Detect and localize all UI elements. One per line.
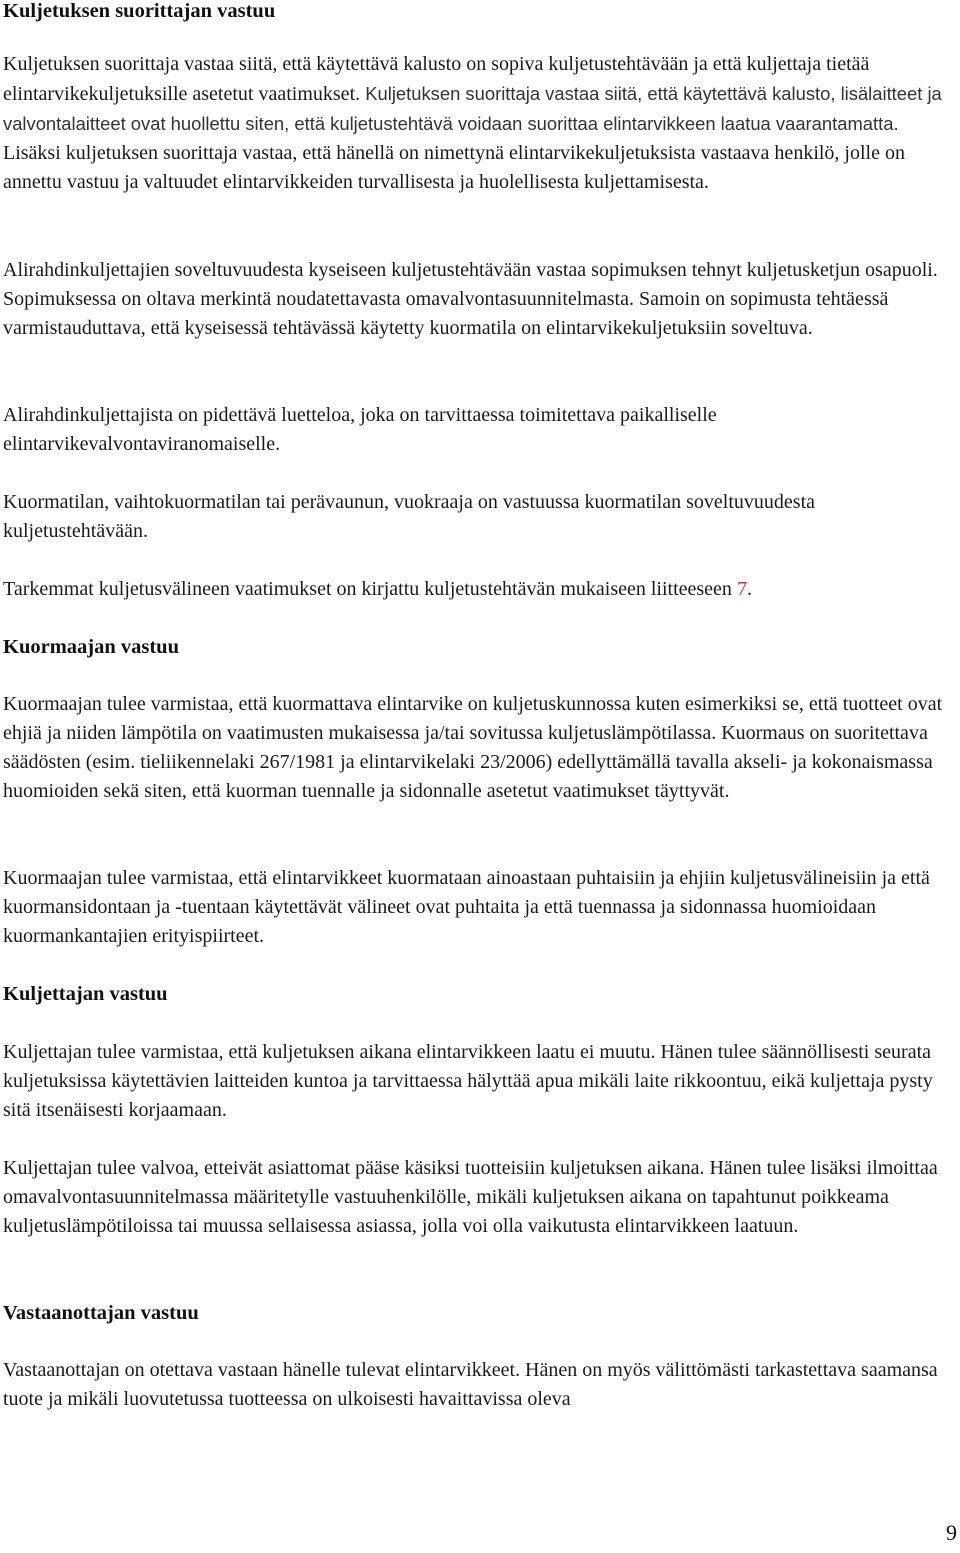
paragraph-vastaanottajan-tarkastus: Vastaanottajan on otettava vastaan hänelle tulevat elintarvikkeet. Hänen on myös välittömästi tarkastettava saamansa tuote ja mikäli luovutetussa tuotteessa on ulkoisesti havaittavissa oleva	[3, 1359, 938, 1410]
paragraph-suorittaja-responsibilities	[3, 50, 955, 197]
paragraph-text: Tarkemmat kuljetusvälineen vaatimukset on kirjattu kuljetustehtävän mukaiseen liitteeseen	[3, 578, 737, 600]
paragraph-alirahdinkuljettajien-soveltuvuus: Alirahdinkuljettajien soveltuvuudesta kyseiseen kuljetustehtävään vastaa sopimuksen tehnyt kuljetusketjun osapuoli. Sopimuksessa on oltava merkintä noudatettavasta omavalvontasuunnitelmasta. Samoin on sopimusta tehtäessä varmistauduttava, että kyseisessä tehtävässä käytetty kuormatila on elintarvikekuljetuksiin soveltuva.	[3, 259, 938, 339]
paragraph-fragment: Lisäksi kuljetuksen suorittaja vastaa, että hänellä on nimettynä elintarvikekuljetuksista vastaava henkilö, jolle on annettu vastuu ja valtuudet elintarvikkeiden turvallisesta ja huolellisesta kuljettamisesta.	[3, 142, 905, 193]
paragraph-text-end: .	[746, 578, 752, 600]
paragraph-alirahdinkuljettajista-luettelo: Alirahdinkuljettajista on pidettävä luetteloa, joka on tarvittaessa toimitettava paikalliselle elintarvikevalvontaviranomaiselle.	[3, 404, 717, 455]
heading-kuljetuksen-suorittajan-vastuu: Kuljetuksen suorittajan vastuu	[3, 0, 276, 22]
paragraph-kuormatilan-vuokraaja: Kuormatilan, vaihtokuormatilan tai perävaunun, vuokraaja on vastuussa kuormatilan soveltuvuudesta kuljetustehtävään.	[3, 491, 816, 542]
heading-kuljettajan-vastuu: Kuljettajan vastuu	[3, 983, 168, 1005]
paragraph-kuormaajan-varmistus: Kuormaajan tulee varmistaa, että kuormattava elintarvike on kuljetuskunnossa kuten esimerkiksi se, että tuotteet ovat ehjiä ja niiden lämpötila on vaatimusten mukaisessa ja/tai sovitussa kuljetuslämpötilassa. Kuormaus on suoritettava säädösten (esim. tieliikennelaki 267/1981 ja elintarvikelaki 23/2006) edellyttämällä tavalla akseli- ja kokonaismassa huomioiden sekä siten, että kuorman tuennalle ja sidonnalle asetetut vaatimukset täyttyvät.	[3, 693, 943, 802]
paragraph-kuljettajan-valvonta: Kuljettajan tulee valvoa, etteivät asiattomat pääse käsiksi tuotteisiin kuljetuksen aikana. Hänen tulee lisäksi ilmoittaa omavalvontasuunnitelmassa määritetylle vastuuhenkilölle, mikäli kuljetuksen aikana on tapahtunut poikkeama kuljetuslämpötiloissa tai muussa sellaisessa asiassa, jolla voi olla vaikutusta elintarvikkeen laatuun.	[3, 1157, 938, 1237]
heading-vastaanottajan-vastuu: Vastaanottajan vastuu	[3, 1302, 199, 1324]
heading-kuormaajan-vastuu: Kuormaajan vastuu	[3, 636, 179, 658]
paragraph-kuljettajan-laatu: Kuljettajan tulee varmistaa, että kuljetuksen aikana elintarvikkeen laatu ei muutu. Hänen tulee säännöllisesti seurata kuljetuksissa käytettävien laitteiden kuntoa ja tarvittaessa hälyttää apua mikäli laite rikkoontuu, eikä kuljettaja pysty sitä itsenäisesti korjaamaan.	[3, 1041, 933, 1121]
paragraph-fragment-sans: Kuljetuksen suorittaja vastaa siitä, että käytettävä kalusto, lisälaitteet ja valvontalaitteet ovat huollettu siten, että kuljetustehtävä voidaan suorittaa elintarvikkeen laatua vaarantamatta.	[3, 83, 942, 134]
paragraph-fragment: Kuljetuksen suorittaja vastaa siitä, että käytettävä kalusto on sopiva kuljetustehtävään ja että kuljettaja tietää elintarvikekuljetuksille asetetut vaatimukset.	[3, 53, 870, 105]
appendix-reference-link[interactable]: 7	[736, 578, 747, 600]
paragraph-tarkemmat-vaatimukset	[3, 575, 752, 604]
paragraph-kuormaajan-puhtaus: Kuormaajan tulee varmistaa, että elintarvikkeet kuormataan ainoastaan puhtaisiin ja ehjiin kuljetusvälineisiin ja että kuormansidontaan ja -tuentaan käytettävät välineet ovat puhtaita ja että tuennassa ja sidonnassa huomioidaan kuormankantajien erityispiirteet.	[3, 867, 930, 947]
page-number: 9	[946, 1520, 957, 1545]
